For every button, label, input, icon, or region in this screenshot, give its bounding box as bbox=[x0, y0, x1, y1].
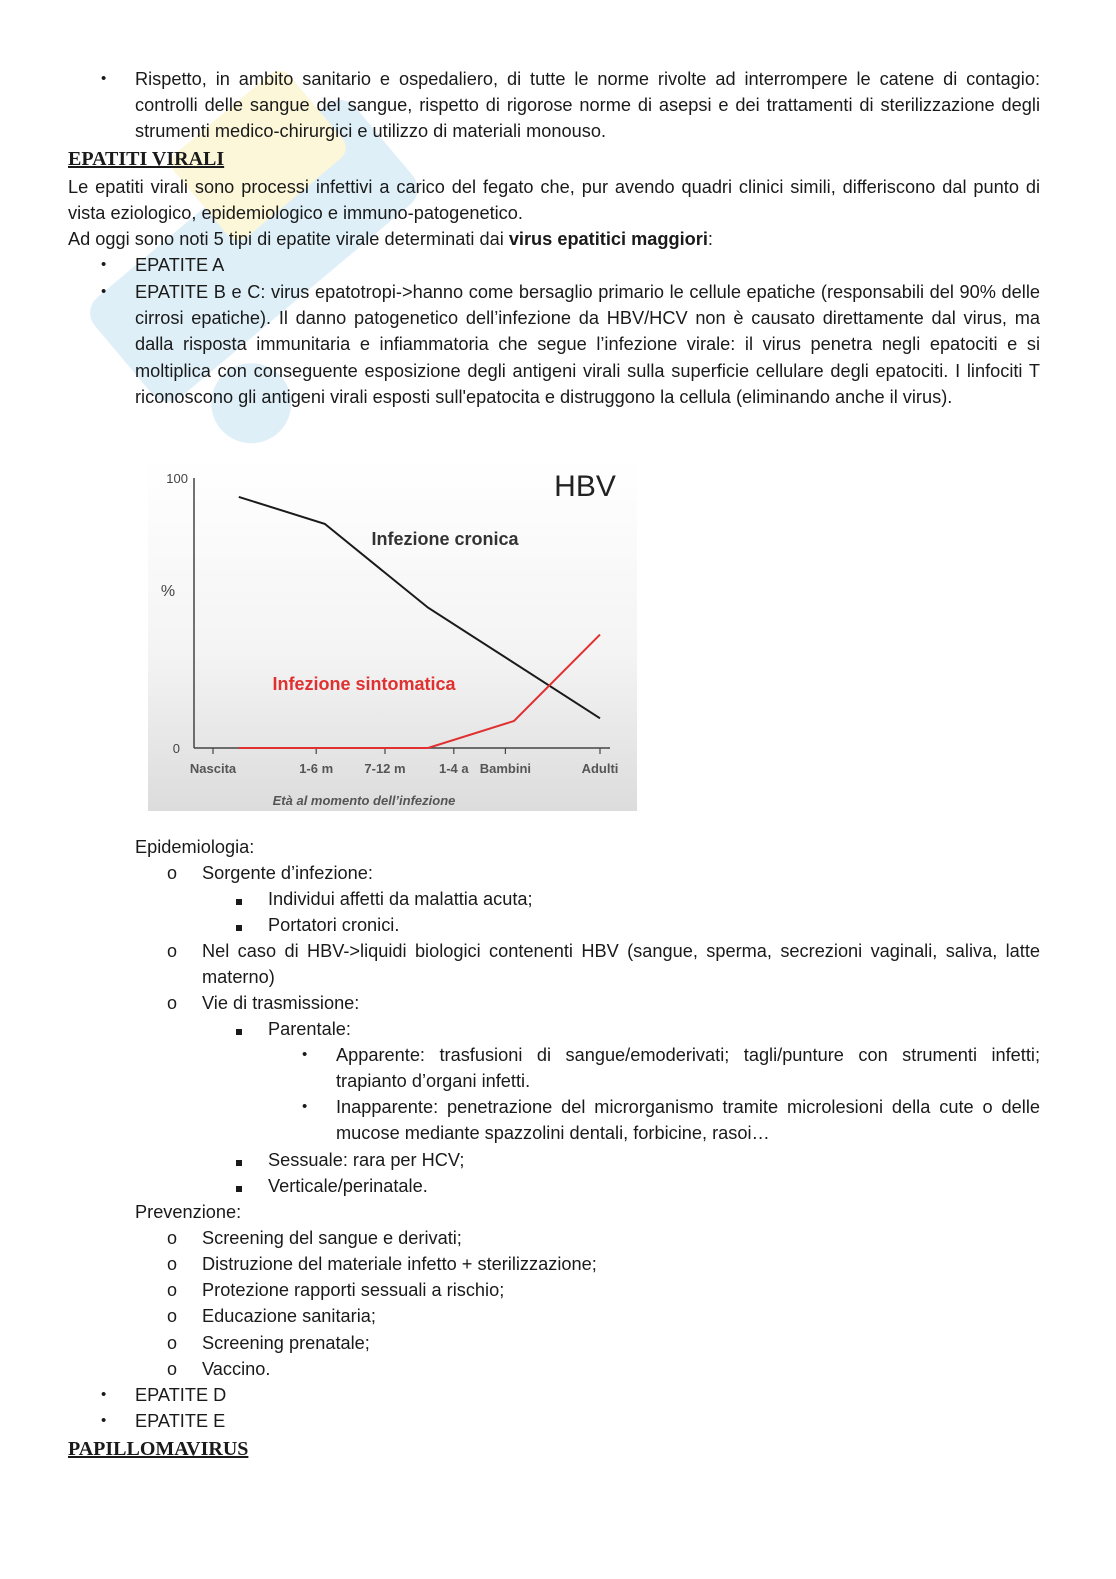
circle-marker: o bbox=[167, 941, 178, 961]
circle-marker: o bbox=[167, 1228, 178, 1248]
list-item-epatite-bc: EPATITE B e C: virus epatotropi->hanno come bersaglio primario le cellule epatiche (responsabili del 90% delle cirrosi epatiche). Il danno patogenetico dell’infezione da HBV/HCV non è causato direttamente dal virus, ma dalla risposta immunitaria e infiammatoria che segue l’infezione virale: il virus penetra negli epatociti e si moltiplica con conseguente esposizione degli antigeni virali sulla superficie cellulare degli epatociti. I linfociti T riconoscono gli antigeni virali esposti sull'epatocita e distruggono la cellula (eliminando anche il virus). bbox=[135, 282, 1040, 407]
y-tick-label-top: 100 bbox=[166, 471, 188, 486]
square-marker bbox=[236, 1016, 242, 1042]
bullet-marker: • bbox=[101, 70, 107, 87]
inapparente-item: Inapparente: penetrazione del microrganismo tramite microlesioni della cute o delle mucose mediante spazzolini dentali, forbicine, rasoi… bbox=[336, 1097, 1040, 1144]
epidemiologia-heading: Epidemiologia: bbox=[135, 837, 255, 857]
hbv-chart bbox=[148, 458, 637, 811]
x-tick-label: 1-6 m bbox=[299, 761, 334, 776]
bullet-marker: • bbox=[302, 1098, 308, 1115]
section-title-epatiti: EPATITI VIRALI bbox=[68, 148, 225, 170]
circle-marker: o bbox=[167, 1359, 178, 1379]
x-tick-label: Nascita bbox=[189, 761, 237, 776]
parentale-item: Parentale: bbox=[268, 1019, 351, 1039]
prevenzione-item: Educazione sanitaria; bbox=[202, 1306, 376, 1326]
sessuale-item: Sessuale: rara per HCV; bbox=[268, 1150, 465, 1170]
series-label-chronic: Infezione cronica bbox=[371, 529, 519, 549]
x-tick-label: 7-12 m bbox=[364, 761, 406, 776]
sorgente-item-cronici: Portatori cronici. bbox=[268, 915, 400, 935]
sorgente-item-acuta: Individui affetti da malattia acuta; bbox=[268, 889, 533, 909]
list-item-epatite-d: EPATITE D bbox=[135, 1385, 227, 1405]
x-tick-label: Bambini bbox=[479, 761, 532, 776]
paragraph-types-text: Ad oggi sono noti 5 tipi di epatite virale determinati dai bbox=[68, 229, 509, 249]
section-title-papillomavirus: PAPILLOMAVIRUS bbox=[68, 1438, 249, 1460]
bullet-marker: • bbox=[101, 283, 107, 300]
bullet-marker: • bbox=[101, 1412, 107, 1429]
prevenzione-heading: Prevenzione: bbox=[135, 1202, 242, 1222]
paragraph-types-bold: virus epatitici maggiori bbox=[508, 229, 708, 249]
paragraph-types-colon: : bbox=[707, 229, 713, 249]
prevenzione-item: Distruzione del materiale infetto + sterilizzazione; bbox=[202, 1254, 597, 1274]
series-label-symptomatic: Infezione sintomatica bbox=[272, 674, 456, 694]
sorgente-item: Sorgente d’infezione: bbox=[202, 863, 373, 883]
hbv-liquidi-item: Nel caso di HBV->liquidi biologici contenenti HBV (sangue, sperma, secrezioni vaginali, saliva, latte materno) bbox=[202, 941, 1040, 988]
square-marker bbox=[236, 912, 242, 938]
list-item-epatite-a: EPATITE A bbox=[135, 255, 225, 275]
x-tick-label: 1-4 a bbox=[438, 761, 469, 776]
verticale-item: Verticale/perinatale. bbox=[268, 1176, 428, 1196]
prevenzione-item: Screening del sangue e derivati; bbox=[202, 1228, 462, 1248]
square-marker bbox=[236, 886, 242, 912]
circle-marker: o bbox=[167, 1333, 178, 1353]
y-axis-label: % bbox=[160, 583, 176, 600]
y-tick-label-bottom: 0 bbox=[172, 741, 180, 756]
bullet-marker: • bbox=[101, 256, 107, 273]
prevenzione-item: Vaccino. bbox=[202, 1359, 271, 1379]
apparente-item: Apparente: trasfusioni di sangue/emoderivati; tagli/punture con strumenti infetti; trapianto d’organi infetti. bbox=[336, 1045, 1040, 1092]
intro-bullet-text: Rispetto, in ambito sanitario e ospedaliero, di tutte le norme rivolte ad interrompere le catene di contagio: controlli delle sangue del sangue, rispetto di rigorose norme di asepsi e dei trattamenti di sterilizzazione degli strumenti medico-chirurgici e utilizzo di materiali monouso. bbox=[135, 69, 1040, 142]
x-axis-label: Età al momento dell’infezione bbox=[272, 793, 456, 808]
bullet-marker: • bbox=[101, 1386, 107, 1403]
paragraph-types bbox=[68, 226, 1040, 252]
list-item-epatite-e: EPATITE E bbox=[135, 1411, 226, 1431]
circle-marker: o bbox=[167, 1254, 178, 1274]
square-marker bbox=[236, 1147, 242, 1173]
prevenzione-item: Protezione rapporti sessuali a rischio; bbox=[202, 1280, 505, 1300]
chart-title: HBV bbox=[554, 470, 616, 503]
circle-marker: o bbox=[167, 863, 178, 883]
square-marker bbox=[236, 1173, 242, 1199]
chart-background bbox=[148, 458, 637, 811]
vie-trasmissione-item: Vie di trasmissione: bbox=[202, 993, 360, 1013]
bullet-marker: • bbox=[302, 1046, 308, 1063]
x-tick-label: Adulti bbox=[581, 761, 619, 776]
circle-marker: o bbox=[167, 1306, 178, 1326]
circle-marker: o bbox=[167, 1280, 178, 1300]
prevenzione-item: Screening prenatale; bbox=[202, 1333, 370, 1353]
circle-marker: o bbox=[167, 993, 178, 1013]
paragraph-intro: Le epatiti virali sono processi infettivi a carico del fegato che, pur avendo quadri clinici simili, differiscono dal punto di vista eziologico, epidemiologico e immuno-patogenetico. bbox=[68, 177, 1040, 224]
